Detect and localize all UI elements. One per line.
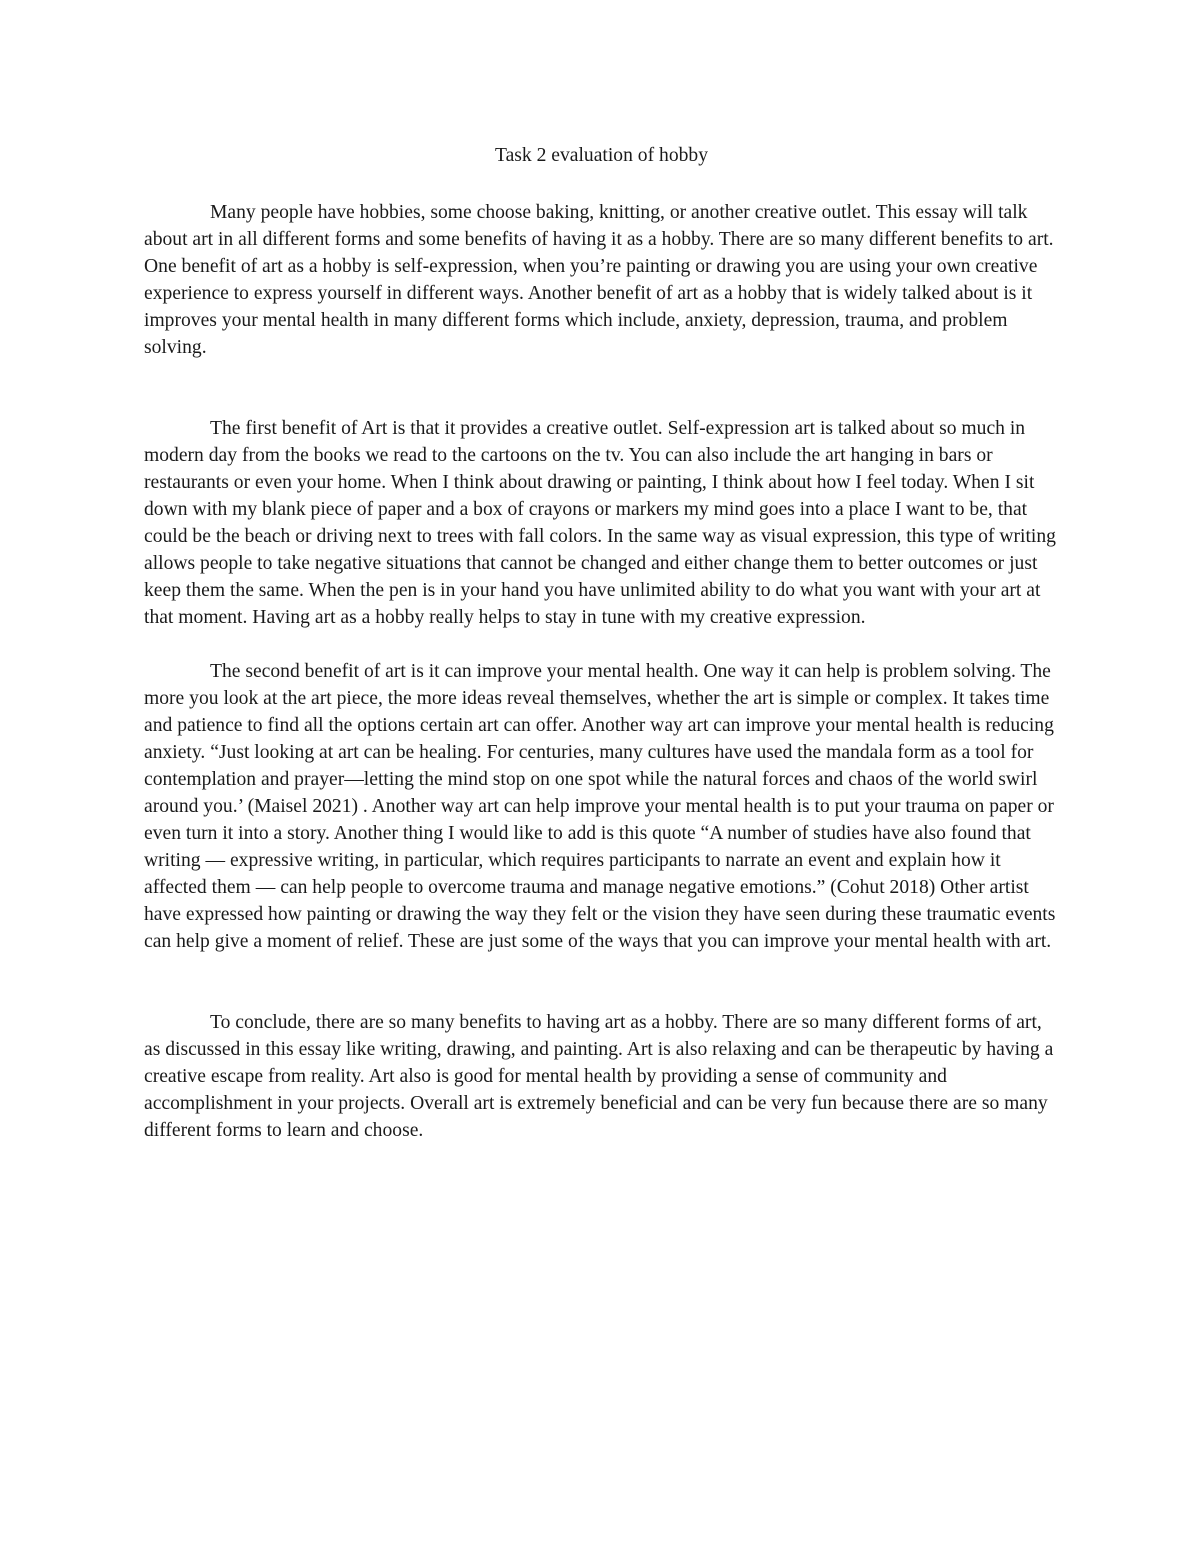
spacer [144, 169, 1059, 199]
paragraph-mental-health: The second benefit of art is it can improve your mental health. One way it can help is problem solving. The more you look at the art piece, the more ideas reveal themselves, whether the art is simple or complex. It takes time and patience to find all the options certain art can offer. Another way art can improve your mental health is reducing anxiety. “Just looking at art can be healing. For centuries, many cultures have used the mandala form as a tool for contemplation and prayer—letting the mind stop on one spot while the natural forces and chaos of the world swirl around you.’ (Maisel 2021) . Another way art can help improve your mental health is to put your trauma on paper or even turn it into a story. Another thing I would like to add is this quote “A number of studies have also found that writing — expressive writing, in particular, which requires participants to narrate an event and explain how it affected them — can help people to overcome trauma and manage negative emotions.” (Cohut 2018) Other artist have expressed how painting or drawing the way they felt or the vision they have seen during these traumatic events can help give a moment of relief. These are just some of the ways that you can improve your mental health with art. [144, 661, 1056, 952]
spacer [144, 955, 1059, 1009]
spacer [144, 361, 1059, 415]
paragraph-introduction: Many people have hobbies, some choose baking, knitting, or another creative outlet. This essay will talk about art in all different forms and some benefits of having it as a hobby. There are so many different benefits to art. One benefit of art as a hobby is self-expression, when you’re painting or drawing you are using your own creative experience to express yourself in different ways. Another benefit of art as a hobby that is widely talked about is it improves your mental health in many different forms which include, anxiety, depression, trauma, and problem solving. [144, 202, 1054, 358]
document-title: Task 2 evaluation of hobby [494, 145, 709, 166]
spacer [144, 631, 1059, 658]
paragraph-conclusion: To conclude, there are so many benefits to having art as a hobby. There are so many different forms of art, as discussed in this essay like writing, drawing, and painting. Art is also relaxing and can be therapeutic by having a creative escape from reality. Art also is good for mental health by providing a sense of community and accomplishment in your projects. Overall art is extremely beneficial and can be very fun because there are so many different forms to learn and choose. [144, 1012, 1054, 1141]
paragraph-creative-outlet: The first benefit of Art is that it provides a creative outlet. Self-expression art is talked about so much in modern day from the books we read to the cartoons on the tv. You can also include the art hanging in bars or restaurants or even your home. When I think about drawing or painting, I think about how I feel today. When I sit down with my blank piece of paper and a box of crayons or markers my mind goes into a place I want to be, that could be the beach or driving next to trees with fall colors. In the same way as visual expression, this type of writing allows people to take negative situations that cannot be changed and either change them to better outcomes or just keep them the same. When the pen is in your hand you have unlimited ability to do what you want with your art at that moment. Having art as a hobby really helps to stay in tune with my creative expression. [144, 418, 1056, 628]
document-body [144, 142, 1059, 1144]
